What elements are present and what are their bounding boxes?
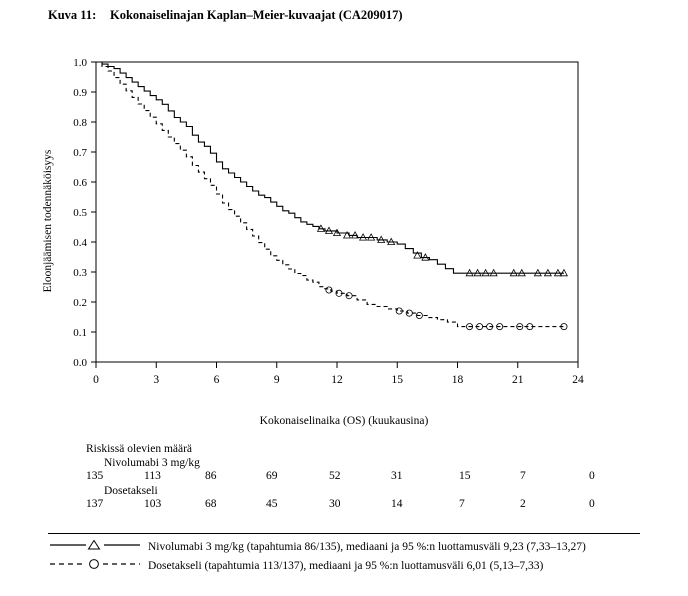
y-tick-label: 0.8	[73, 117, 87, 129]
series-line-0	[96, 62, 564, 273]
legend-row-1	[48, 557, 648, 576]
risk-value: 30	[329, 498, 341, 510]
chart-area	[0, 40, 688, 440]
risk-row-1	[86, 498, 595, 513]
risk-value: 14	[391, 498, 403, 510]
y-tick-label: 1.0	[73, 57, 87, 69]
risk-group-name-0: Nivolumabi 3 mg/kg	[104, 457, 200, 469]
risk-value: 31	[391, 470, 403, 482]
risk-table	[86, 443, 595, 513]
risk-value: 103	[144, 498, 162, 510]
risk-table-title: Riskissä olevien määrä	[86, 443, 193, 455]
figure-caption-label: Kuva 11:	[48, 8, 97, 22]
x-tick-label: 0	[93, 374, 99, 386]
x-tick-label: 12	[331, 374, 343, 386]
legend-marker-circle-icon	[48, 557, 148, 574]
risk-value: 0	[589, 470, 595, 482]
risk-value: 69	[266, 470, 278, 482]
legend-divider	[48, 533, 640, 534]
risk-value: 7	[459, 498, 465, 510]
x-tick-label: 24	[572, 374, 584, 386]
kaplan-meier-plot	[0, 40, 688, 440]
legend-label-1: Dosetakseli (tapahtumia 113/137), mediaani ja 95 %:n luottamusväli 6,01 (5,13–7,33)	[148, 559, 544, 572]
risk-value: 52	[329, 470, 341, 482]
risk-value: 2	[520, 498, 526, 510]
x-tick-label: 21	[512, 374, 524, 386]
x-tick-label: 9	[273, 374, 280, 386]
y-tick-label: 0.6	[73, 177, 87, 189]
risk-value: 15	[459, 470, 471, 482]
risk-group-name-1: Dosetakseli	[104, 485, 158, 497]
legend-marker-triangle-icon	[48, 538, 148, 555]
x-axis-label: Kokonaiselinaika (OS) (kuukausina)	[259, 415, 429, 427]
x-tick-label: 18	[451, 374, 464, 386]
risk-value: 113	[144, 470, 161, 482]
y-tick-label: 0.1	[73, 327, 87, 339]
x-tick-label: 15	[391, 374, 403, 386]
figure-caption	[48, 8, 403, 23]
y-tick-label: 0.7	[73, 147, 87, 159]
risk-value: 68	[205, 498, 217, 510]
risk-row-0	[86, 470, 595, 485]
y-tick-label: 0.5	[73, 207, 87, 219]
y-axis-label: Eloonjäämisen todennäköisyys	[42, 149, 54, 293]
y-tick-label: 0.2	[73, 297, 87, 309]
risk-value: 7	[520, 470, 526, 482]
y-tick-label: 0.9	[73, 87, 87, 99]
y-tick-label: 0.4	[73, 237, 87, 249]
risk-value: 135	[86, 470, 104, 482]
legend	[48, 538, 648, 576]
risk-value: 45	[266, 498, 278, 510]
x-tick-label: 3	[153, 374, 160, 386]
figure-caption-text: Kokonaiselinajan Kaplan–Meier-kuvaajat (CA209017)	[110, 8, 403, 22]
legend-row-0	[48, 538, 648, 557]
y-tick-label: 0.3	[73, 267, 87, 279]
x-tick-label: 6	[213, 374, 220, 386]
y-tick-label: 0.0	[73, 357, 87, 369]
risk-value: 86	[205, 470, 217, 482]
risk-value: 137	[86, 498, 104, 510]
legend-label-0: Nivolumabi 3 mg/kg (tapahtumia 86/135), mediaani ja 95 %:n luottamusväli 9,23 (7,33–13,27)	[148, 540, 586, 553]
risk-value: 0	[589, 498, 595, 510]
